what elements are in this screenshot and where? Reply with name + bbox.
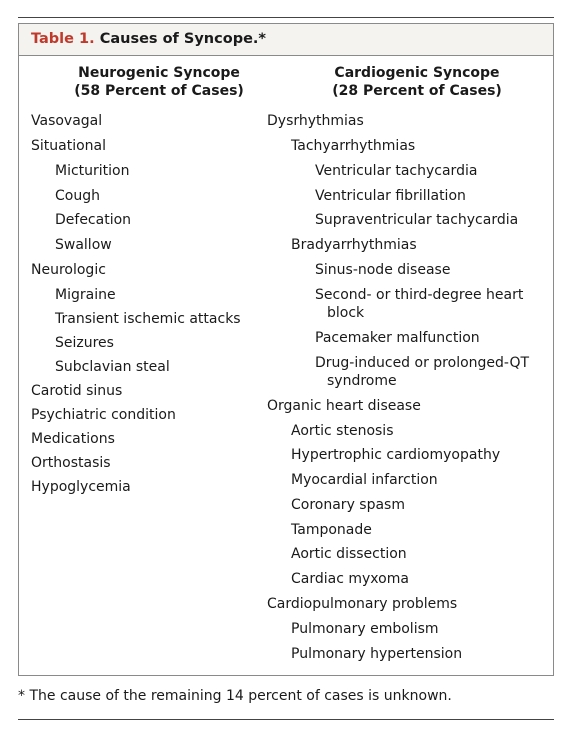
list-item: Drug-induced or prolonged-QT xyxy=(315,355,530,371)
list-item: Vasovagal xyxy=(31,113,103,129)
list-item: Micturition xyxy=(55,163,130,179)
list-item: Coronary spasm xyxy=(291,497,405,513)
list-item: Defecation xyxy=(55,212,132,228)
cardiogenic-heading-percent: (28 Percent of Cases) xyxy=(332,83,502,99)
list-item: Seizures xyxy=(55,335,114,351)
list-item: Transient ischemic attacks xyxy=(55,311,241,327)
list-item: Pulmonary hypertension xyxy=(291,646,463,662)
list-item: Bradyarrhythmias xyxy=(291,237,417,253)
list-item: Pulmonary embolism xyxy=(291,621,439,637)
list-item: Orthostasis xyxy=(31,455,111,471)
list-item: Aortic dissection xyxy=(291,546,407,562)
table-caption: Causes of Syncope.* xyxy=(99,31,266,47)
neurogenic-heading-title: Neurogenic Syncope xyxy=(78,65,240,81)
table-container xyxy=(18,23,554,676)
table-label: Table 1. xyxy=(31,31,95,47)
list-item: Aortic stenosis xyxy=(291,423,394,439)
neurogenic-heading xyxy=(39,64,279,100)
list-item: Ventricular fibrillation xyxy=(315,188,466,204)
list-item: Tamponade xyxy=(291,522,372,538)
list-item: Hypertrophic cardiomyopathy xyxy=(291,447,501,463)
list-item: Subclavian steal xyxy=(55,359,170,375)
list-item-continuation: block xyxy=(327,305,365,321)
list-item: Cardiac myxoma xyxy=(291,571,409,587)
list-item-continuation: syndrome xyxy=(327,373,397,389)
cardiogenic-heading-title: Cardiogenic Syncope xyxy=(334,65,500,81)
list-item: Cardiopulmonary problems xyxy=(267,596,458,612)
list-item: Cough xyxy=(55,188,100,204)
list-item: Supraventricular tachycardia xyxy=(315,212,519,228)
table-footnote: * The cause of the remaining 14 percent of cases is unknown. xyxy=(18,688,452,704)
top-rule xyxy=(18,17,554,18)
table-title-bar xyxy=(19,24,553,56)
list-item: Tachyarrhythmias xyxy=(291,138,416,154)
list-item: Second- or third-degree heart xyxy=(315,287,524,303)
list-item: Psychiatric condition xyxy=(31,407,176,423)
list-item: Neurologic xyxy=(31,262,106,278)
list-item: Sinus-node disease xyxy=(315,262,451,278)
cardiogenic-heading xyxy=(287,64,547,100)
list-item: Organic heart disease xyxy=(267,398,421,414)
list-item: Pacemaker malfunction xyxy=(315,330,480,346)
list-item: Medications xyxy=(31,431,115,447)
list-item: Situational xyxy=(31,138,107,154)
list-item: Hypoglycemia xyxy=(31,479,131,495)
bottom-rule xyxy=(18,719,554,720)
list-item: Myocardial infarction xyxy=(291,472,438,488)
list-item: Swallow xyxy=(55,237,112,253)
list-item: Migraine xyxy=(55,287,116,303)
table-title xyxy=(31,31,266,47)
list-item: Ventricular tachycardia xyxy=(315,163,478,179)
neurogenic-heading-percent: (58 Percent of Cases) xyxy=(74,83,244,99)
list-item: Carotid sinus xyxy=(31,383,123,399)
list-item: Dysrhythmias xyxy=(267,113,364,129)
